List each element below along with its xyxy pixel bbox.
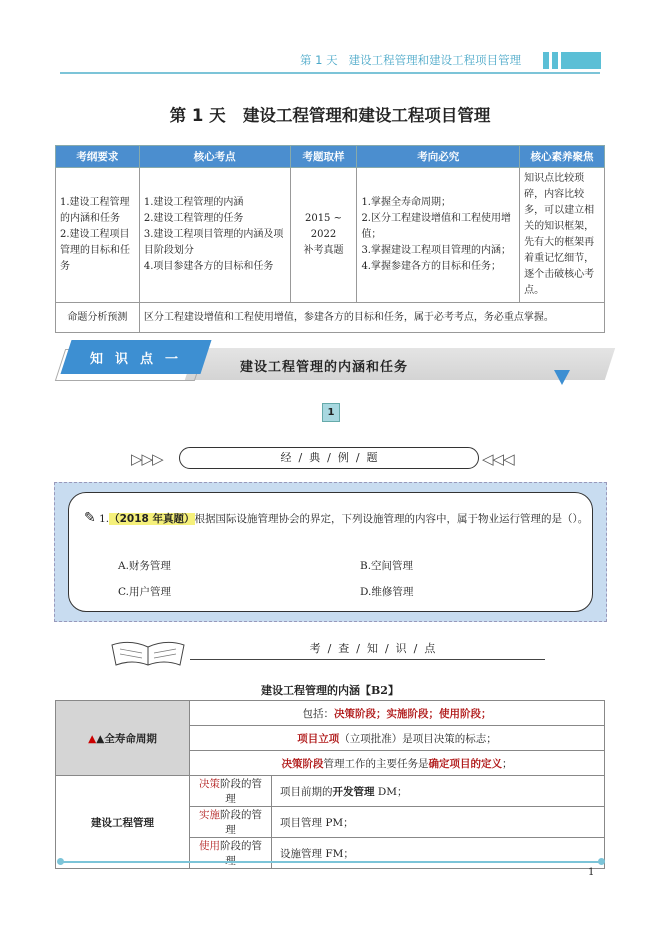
lifecycle-row: [190, 701, 605, 726]
text: （立项批准）是项目决策的标志；: [339, 732, 497, 745]
triangle-down-icon: [554, 370, 570, 385]
header-rule: [60, 72, 600, 74]
question-tag: （2018 年真题）: [109, 513, 195, 525]
core-point: 4.项目参建各方的目标和任务: [143, 261, 274, 272]
text: 包括：: [302, 707, 334, 720]
examples-heading: 经 / 典 / 例 / 题: [179, 447, 479, 469]
question-number: 1.: [99, 513, 110, 525]
sample-type: 补考真题: [303, 245, 344, 256]
syllabus-item: 1.建设工程管理的内涵和任务: [60, 197, 130, 224]
direction: 4.掌握参建各方的目标和任务；: [361, 261, 501, 272]
page-title: 第 1 天 建设工程管理和建设工程项目管理: [169, 106, 491, 125]
question-text: 根据国际设施管理协会的界定，下列设施管理的内容中，属于物业运行管理的是（）。: [194, 513, 589, 525]
core-point: 1.建设工程管理的内涵: [143, 197, 244, 208]
prediction-label: 命题分析预测: [56, 303, 140, 333]
knowledge-check-heading: 考 / 查 / 知 / 识 / 点: [309, 642, 436, 655]
footer-rule: [60, 861, 602, 863]
syllabus-cell: [56, 168, 140, 303]
bold-text: 开发管理: [332, 785, 375, 798]
text: 阶段的管理: [220, 809, 262, 836]
arrows-left-icon: ◁◁◁: [482, 450, 514, 468]
text: 阶段的管理: [220, 840, 262, 867]
option-a: A.财务管理: [118, 560, 171, 572]
detail-table: [55, 700, 605, 869]
mgmt-label: 建设工程管理: [56, 776, 190, 869]
knowledge-point-label: 知识点一: [90, 352, 191, 367]
stage-desc: 设施管理 FM；: [272, 838, 605, 869]
core-point: 2.建设工程管理的任务: [143, 213, 244, 224]
lifecycle-label: ▲▲全寿命周期: [56, 701, 190, 776]
syllabus-item: 2.建设工程项目管理的目标和任务: [60, 229, 130, 272]
highlight: 项目立项: [297, 732, 340, 745]
page-number: 1: [588, 867, 595, 878]
highlight: 决策阶段: [281, 757, 324, 770]
stage-name: 决策: [199, 778, 220, 790]
core-point: 3.建设工程项目管理的内涵及项目阶段划分: [143, 229, 284, 256]
option-b: B.空间管理: [360, 560, 414, 572]
stage-cell: [190, 838, 272, 869]
direction: 2.区分工程建设增值和工程使用增值；: [361, 213, 511, 240]
lifecycle-row: [190, 751, 605, 776]
overview-table: [55, 145, 605, 333]
detail-table-title: 建设工程管理的内涵【B2】: [261, 684, 399, 697]
section-badge: 1: [322, 403, 340, 422]
text: ；: [502, 757, 513, 770]
stage-cell: [190, 807, 272, 838]
arrows-right-icon: ▷▷▷: [131, 450, 163, 468]
divider: [190, 659, 545, 660]
question: [84, 505, 589, 532]
direction: 3.掌握建设工程项目管理的内涵；: [361, 245, 511, 256]
col-header: 考向必究: [357, 146, 520, 168]
open-book-icon: [108, 637, 188, 669]
text: DM；: [374, 785, 408, 798]
focus-cell: 知识点比较琐碎，内容比较多，可以建立相关的知识框架，先有大的框架再着重记忆细节，逐个击破核心考点。: [520, 168, 605, 303]
highlight: 确定项目的定义: [428, 757, 502, 770]
directions-cell: [357, 168, 520, 303]
col-header: 核心考点: [139, 146, 290, 168]
lifecycle-row: [190, 726, 605, 751]
col-header: 考题取样: [290, 146, 357, 168]
stage-name: 使用: [199, 840, 220, 852]
direction: 1.掌握全寿命周期；: [361, 197, 451, 208]
knowledge-point-title: 建设工程管理的内涵和任务: [240, 360, 409, 375]
core-points-cell: [139, 168, 290, 303]
lifecycle-text: ▲全寿命周期: [96, 732, 157, 745]
running-header: 第 1 天 建设工程管理和建设工程项目管理: [300, 53, 522, 67]
text: 项目前期的: [280, 785, 333, 798]
stage-cell: [190, 776, 272, 807]
option-c: C.用户管理: [118, 586, 171, 598]
header-decor: [552, 52, 558, 69]
prediction-text: 区分工程建设增值和工程使用增值，参建各方的目标和任务，属于必考考点，务必重点掌握。: [139, 303, 604, 333]
text: 管理工作的主要任务是: [323, 757, 429, 770]
stage-desc: 项目管理 PM；: [272, 807, 605, 838]
header-decor: [561, 52, 601, 69]
col-header: 核心素养聚焦: [520, 146, 605, 168]
stage-name: 实施: [199, 809, 220, 821]
text: 阶段的管理: [220, 778, 262, 805]
pencil-icon: ✎: [84, 510, 96, 526]
option-d: D.维修管理: [360, 586, 414, 598]
col-header: 考纲要求: [56, 146, 140, 168]
samples-cell: [290, 168, 357, 303]
header-decor: [543, 52, 549, 69]
stages-text: 决策阶段；实施阶段；使用阶段；: [334, 707, 492, 720]
stage-desc: [272, 776, 605, 807]
footer-dot: [598, 858, 605, 865]
sample-years: 2015 ~ 2022: [304, 213, 342, 240]
